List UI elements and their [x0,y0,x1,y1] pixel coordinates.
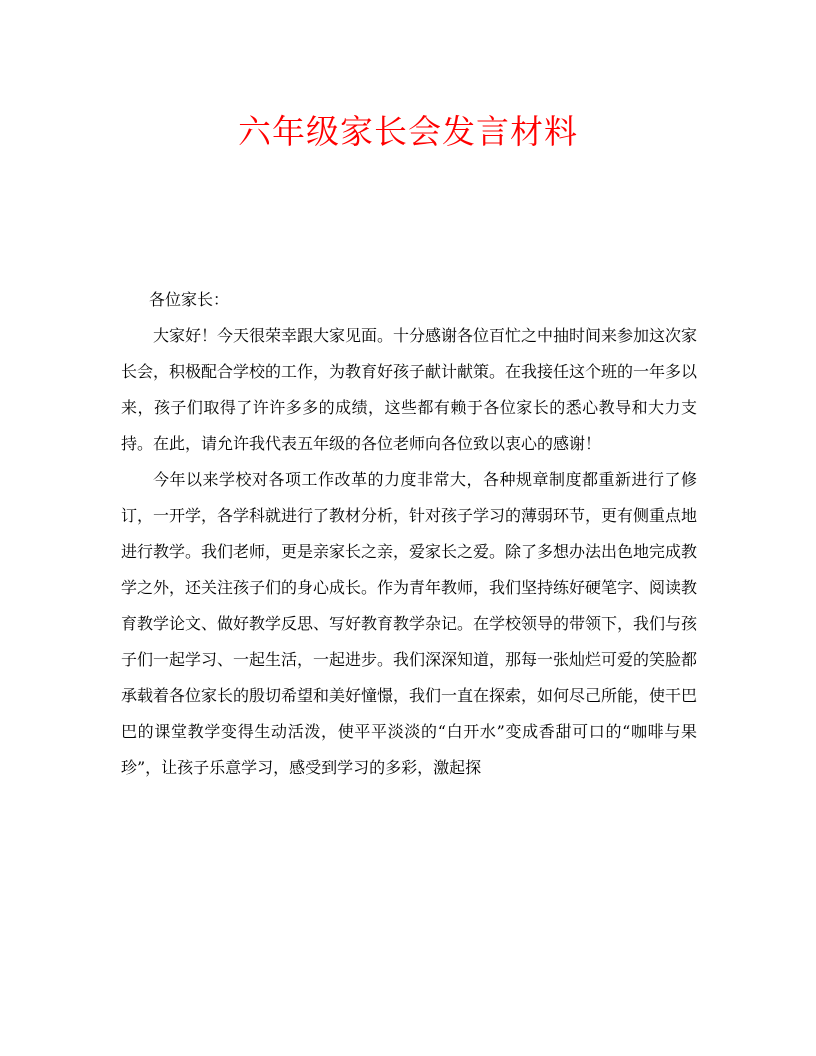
document-title: 六年级家长会发言材料 [238,112,578,151]
salutation: 各位家长： [149,290,230,309]
document-body [121,282,697,786]
paragraph-1: 大家好！今天很荣幸跟大家见面。十分感谢各位百忙之中抽时间来参加这次家长会，积极配合学校的工作，为教育好孩子献计献策。在我接任这个班的一年多以来，孩子们取得了许许多多的成绩，这些都有赖于各位家长的悉心教导和大力支持。在此，请允许我代表五年级的各位老师向各位致以衷心的感谢！ [121,326,698,453]
paragraph-2: 今年以来学校对各项工作改革的力度非常大，各种规章制度都重新进行了修订，一开学，各学科就进行了教材分析，针对孩子学习的薄弱环节，更有侧重点地进行教学。我们老师，更是亲家长之亲，爱家长之爱。除了多想办法出色地完成教学之外，还关注孩子们的身心成长。作为青年教师，我们坚持练好硬笔字、阅读教育教学论文、做好教学反思、写好教育教学杂记。在学校领导的带领下，我们与孩子们一起学习、一起生活，一起进步。我们深深知道，那每一张灿烂可爱的笑脸都承载着各位家长的殷切希望和美好憧憬，我们一直在探索，如何尽己所能，使干巴巴的课堂教学变得生动活泼，使平平淡淡的“白开水”变成香甜可口的“咖啡与果珍”，让孩子乐意学习，感受到学习的多彩，激起探 [121,470,698,777]
